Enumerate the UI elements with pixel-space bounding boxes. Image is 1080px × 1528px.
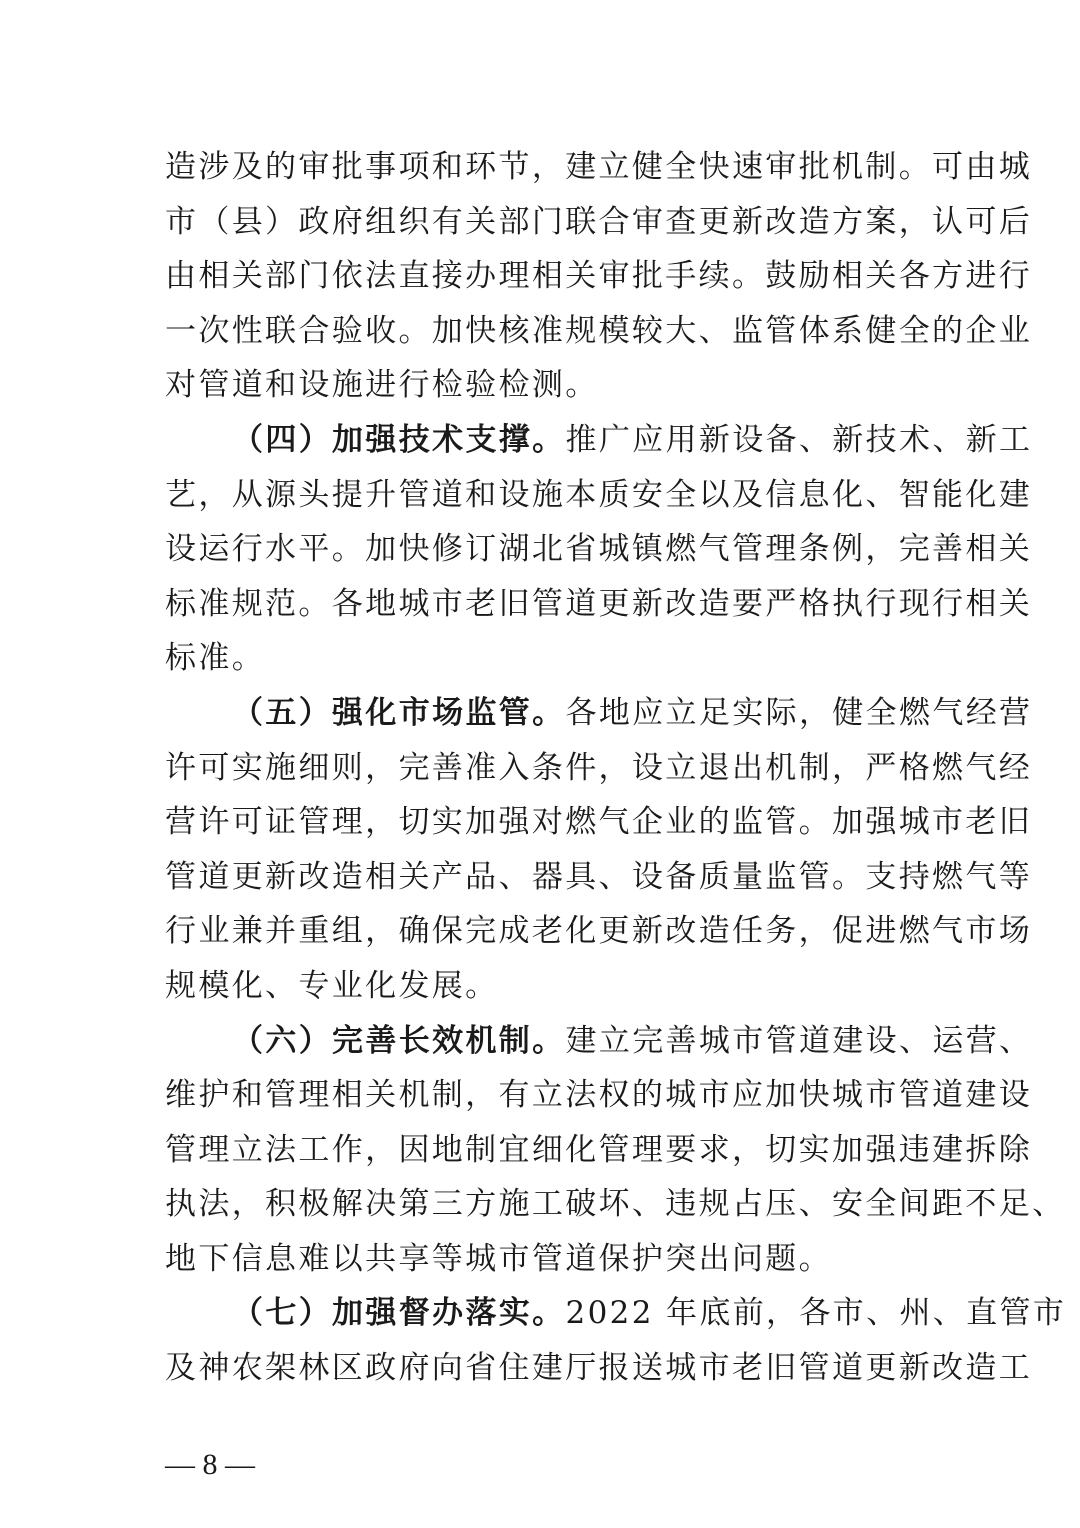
section-heading: （五）强化市场监管。 [232, 694, 566, 731]
text-line-first [165, 1014, 1033, 1069]
text-line: 维护和管理相关机制，有立法权的城市应加快城市管道建设 [165, 1077, 1033, 1114]
page-number: — 8 — [165, 1448, 255, 1481]
text-line: 一次性联合验收。加快核准规模较大、监管体系健全的企业 [165, 312, 1033, 349]
paragraph-section-7 [165, 1286, 1067, 1395]
document-body [165, 140, 1067, 1396]
text-run: 各地应立足实际，健全燃气经营 [565, 694, 1033, 731]
text-line: 及神农架林区政府向省住建厅报送城市老旧管道更新改造工 [165, 1350, 1033, 1387]
text-run: 建立完善城市管道建设、运营、 [565, 1022, 1033, 1059]
text-line: 艺，从源头提升管道和设施本质安全以及信息化、智能化建 [165, 476, 1033, 513]
text-line: 行业兼并重组，确保完成老化更新改造任务，促进燃气市场 [165, 913, 1033, 950]
text-line: 执法，积极解决第三方施工破坏、违规占压、安全间距不足、 [165, 1186, 1066, 1223]
text-line: 标准规范。各地城市老旧管道更新改造要严格执行现行相关 [165, 585, 1033, 622]
text-line: 设运行水平。加快修订湖北省城镇燃气管理条例，完善相关 [165, 531, 1033, 568]
text-line: 地下信息难以共享等城市管道保护突出问题。 [165, 1240, 832, 1277]
text-line: 市（县）政府组织有关部门联合审查更新改造方案，认可后 [165, 203, 1033, 240]
text-line: 管道更新改造相关产品、器具、设备质量监管。支持燃气等 [165, 858, 1033, 895]
text-line: 造涉及的审批事项和环节，建立健全快速审批机制。可由城 [165, 149, 1033, 185]
paragraph-section-6 [165, 1014, 1066, 1287]
text-run: 推广应用新设备、新技术、新工 [565, 421, 1033, 458]
section-heading: （四）加强技术支撑。 [232, 421, 566, 458]
text-line-first [165, 686, 1033, 741]
text-line: 由相关部门依法直接办理相关审批手续。鼓励相关各方进行 [165, 258, 1033, 295]
paragraph-section-4 [165, 413, 1033, 686]
text-line: 规模化、专业化发展。 [165, 967, 499, 1004]
section-heading: （六）完善长效机制。 [232, 1022, 566, 1059]
text-line-first [165, 413, 1033, 468]
text-line: 对管道和设施进行检验检测。 [165, 367, 599, 404]
section-heading: （七）加强督办落实。 [232, 1295, 566, 1332]
paragraph-continuation [165, 140, 1033, 413]
text-line: 许可实施细则，完善准入条件，设立退出机制，严格燃气经 [165, 749, 1033, 786]
text-line: 营许可证管理，切实加强对燃气企业的监管。加强城市老旧 [165, 804, 1033, 841]
paragraph-section-5 [165, 686, 1033, 1014]
text-line: 管理立法工作，因地制宜细化管理要求，切实加强违建拆除 [165, 1131, 1033, 1168]
text-run: 2022 年底前，各市、州、直管市 [565, 1295, 1067, 1332]
text-line: 标准。 [165, 640, 266, 677]
text-line-first [165, 1286, 1067, 1341]
